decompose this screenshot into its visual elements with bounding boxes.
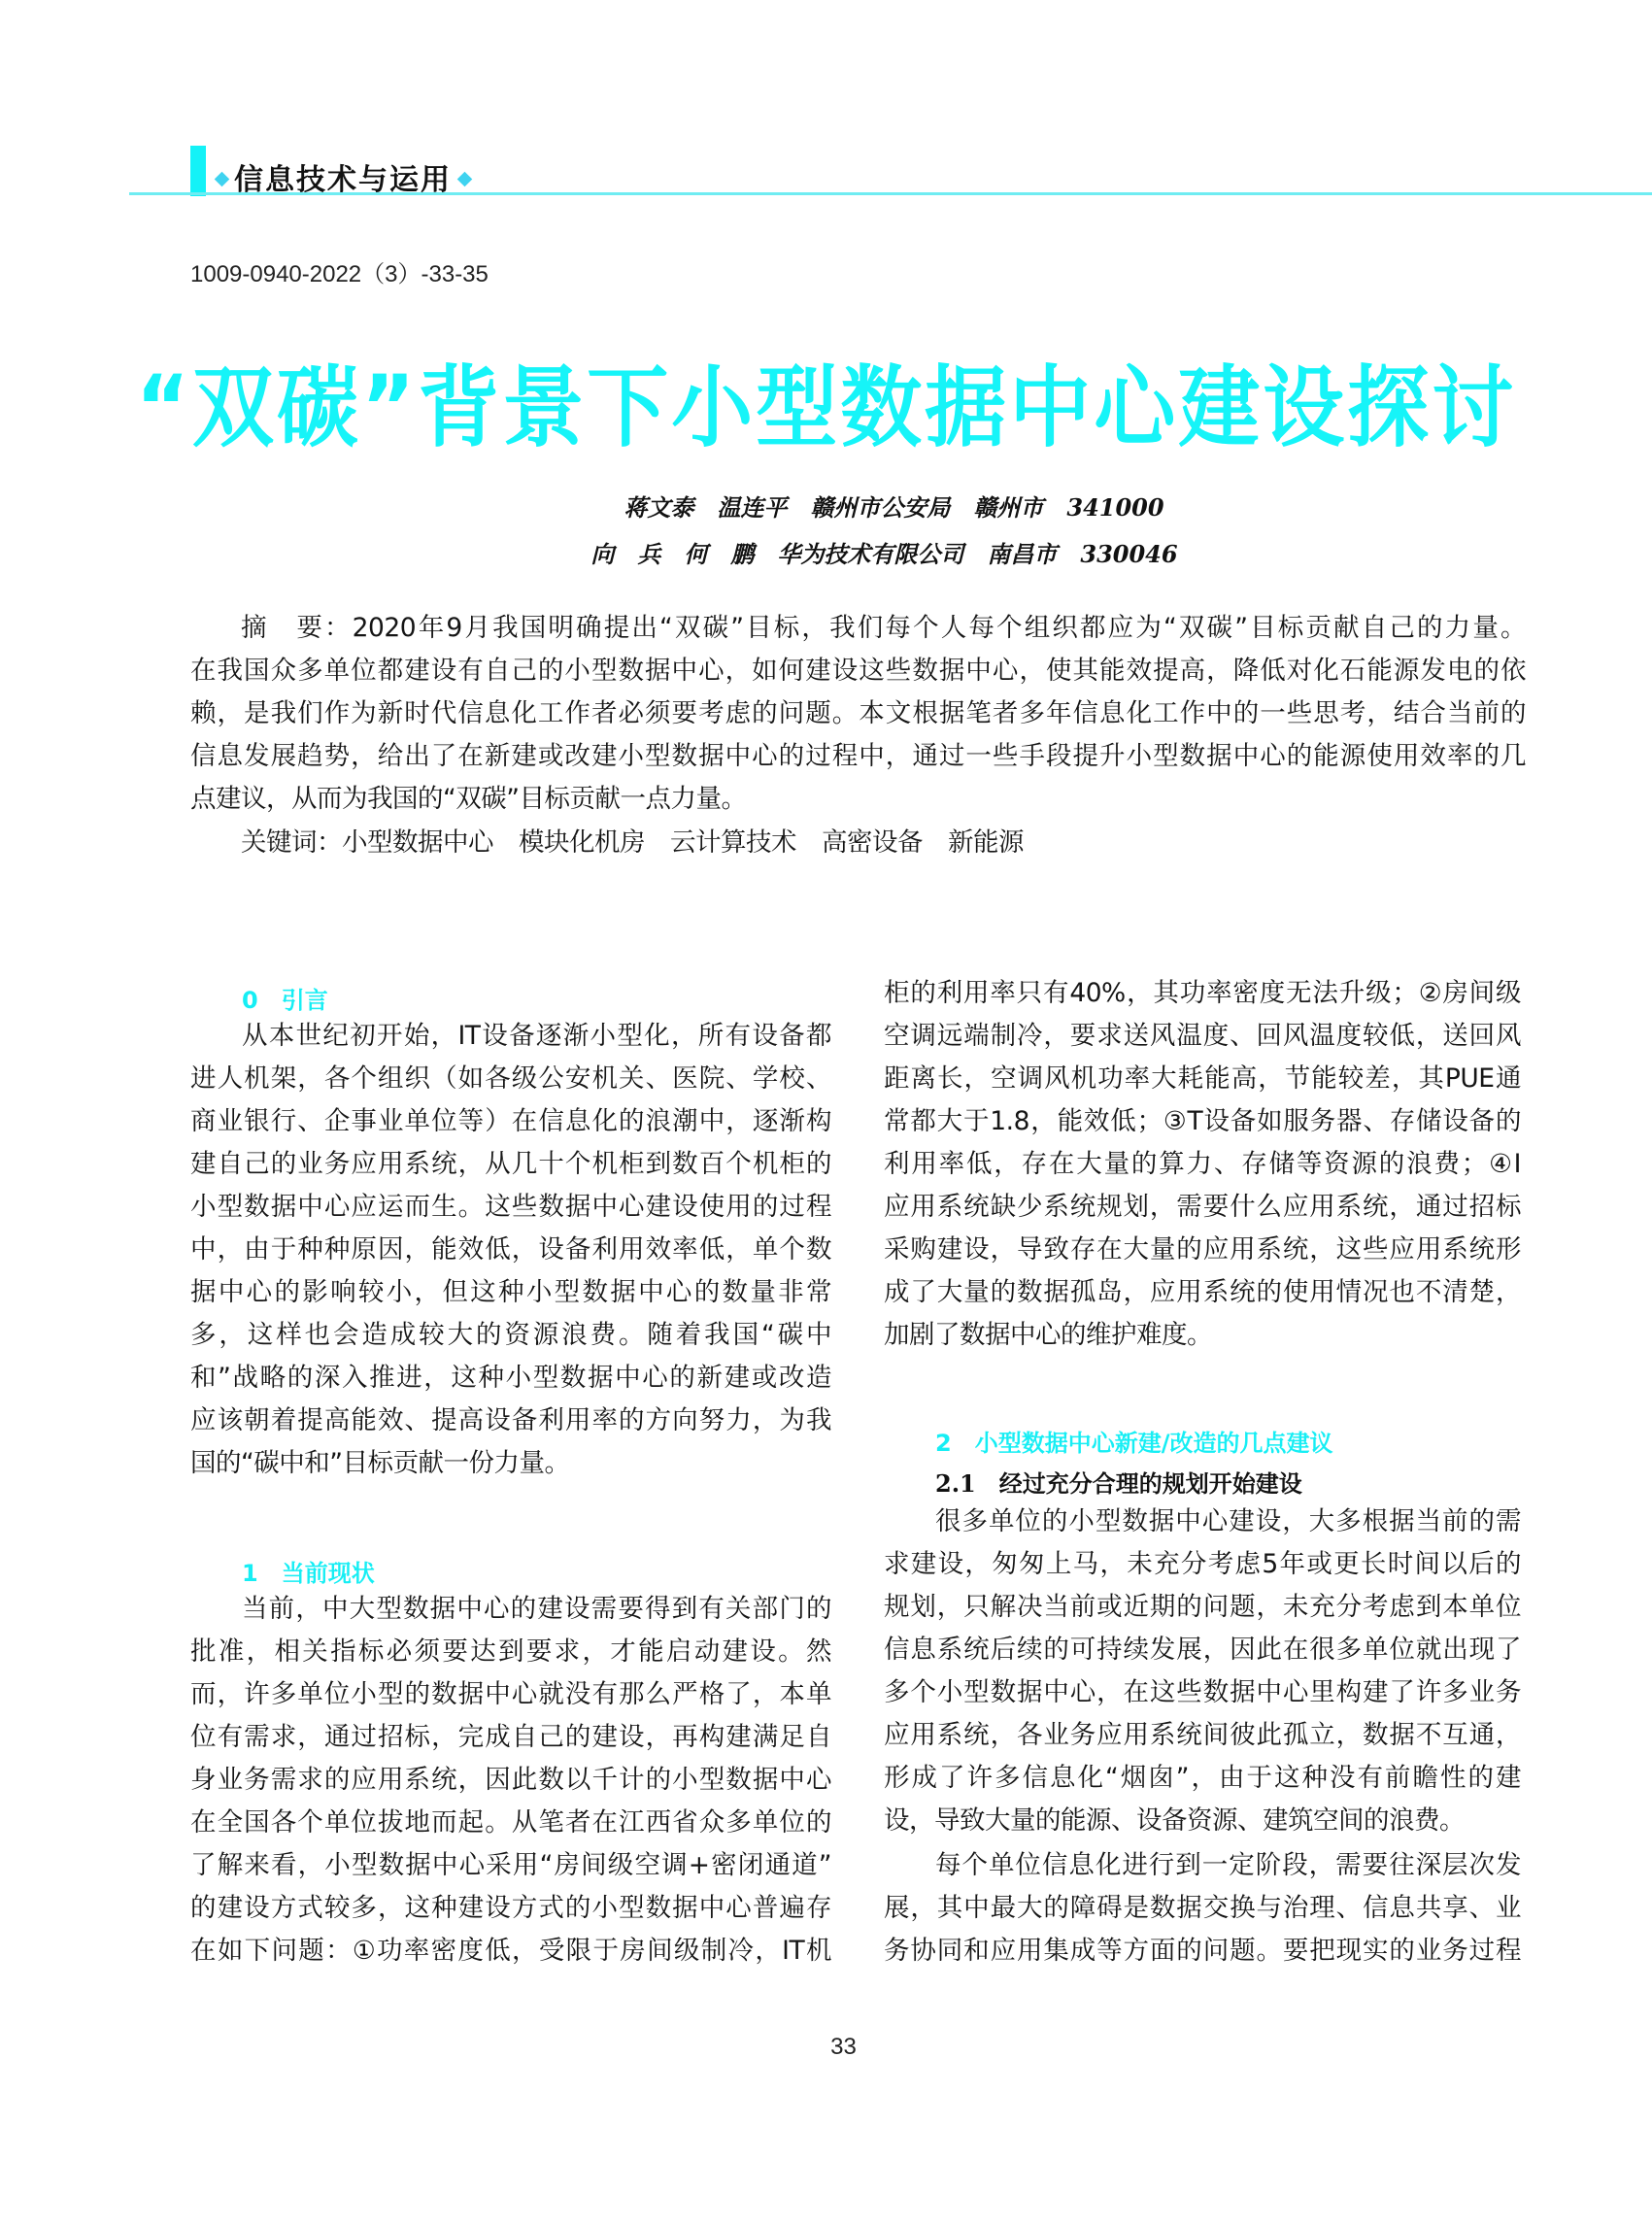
body-line: 的建设方式较多，这种建设方式的小型数据中心普遍存 [190, 1893, 831, 1923]
body-line: 建自己的业务应用系统，从几十个机柜到数百个机柜的 [190, 1149, 831, 1179]
body-line: 进人机架，各个组织（如各级公安机关、医院、学校、 [190, 1063, 831, 1094]
body-line: 成了大量的数据孤岛，应用系统的使用情况也不清楚， [884, 1277, 1521, 1307]
section-heading: 2 小型数据中心新建/改造的几点建议 [935, 1430, 1333, 1457]
abstract-label: 摘 要： [241, 613, 353, 643]
body-line: 位有需求，通过招标，完成自己的建设，再构建满足自 [190, 1722, 831, 1752]
article-number: 1009-0940-2022（3）-33-35 [190, 261, 489, 287]
subsection-heading: 2.1 经过充分合理的规划开始建设 [935, 1469, 1302, 1498]
body-line: 从本世纪初开始，IT设备逐渐小型化，所有设备都 [242, 1021, 831, 1051]
body-line: 和”战略的深入推进，这种小型数据中心的新建或改造 [190, 1363, 831, 1393]
abstract-line: 信息发展趋势，给出了在新建或改建小型数据中心的过程中，通过一些手段提升小型数据中心的能源使用效率的几 [190, 741, 1526, 771]
body-line: 空调远端制冷，要求送风温度、回风温度较低，送回风 [884, 1021, 1521, 1051]
abstract-line [241, 614, 1526, 643]
body-line: 信息系统后续的可持续发展，因此在很多单位就出现了 [884, 1635, 1521, 1665]
author-line: 向 兵 何 鹏 华为技术有限公司 南昌市 330046 [590, 540, 1178, 568]
page-number-text: 33 [830, 2034, 857, 2060]
section-heading: 1 当前现状 [242, 1560, 375, 1587]
keyword: 高密设备 [822, 827, 923, 858]
body-line: 而，许多单位小型的数据中心就没有那么严格了，本单 [190, 1679, 831, 1709]
body-line: 利用率低，存在大量的算力、存储等资源的浪费；④I [884, 1149, 1521, 1179]
abstract-text: 2020年9月我国明确提出“双碳”目标，我们每个人每个组织都应为“双碳”目标贡献自己的力量。 [352, 613, 1527, 643]
running-header [212, 155, 477, 198]
body-line: 应该朝着提高能效、提高设备利用率的方向努力，为我 [190, 1405, 831, 1435]
keyword: 云计算技术 [670, 827, 796, 858]
body-line: 身业务需求的应用系统，因此数以千计的小型数据中心 [190, 1765, 831, 1795]
body-line: 在如下问题：①功率密度低，受限于房间级制冷，IT机 [190, 1936, 831, 1966]
diamond-icon [457, 171, 473, 186]
body-line: 据中心的影响较小，但这种小型数据中心的数量非常 [190, 1277, 831, 1307]
body-line: 了解来看，小型数据中心采用“房间级空调+密闭通道” [190, 1850, 831, 1880]
body-line: 很多单位的小型数据中心建设，大多根据当前的需 [935, 1506, 1521, 1536]
body-line: 规划，只解决当前或近期的问题，未充分考虑到本单位 [884, 1592, 1521, 1622]
author-line: 蒋文泰 温连平 赣州市公安局 赣州市 341000 [624, 493, 1164, 522]
diamond-icon [215, 171, 230, 186]
body-line: 常都大于1.8，能效低；③T设备如服务器、存储设备的 [884, 1106, 1521, 1136]
body-line: 商业银行、企事业单位等）在信息化的浪潮中，逐渐构 [190, 1106, 831, 1136]
body-line: 多，这样也会造成较大的资源浪费。随着我国“碳中 [190, 1320, 831, 1350]
header-accent-bar [190, 146, 206, 196]
body-line: 当前，中大型数据中心的建设需要得到有关部门的 [242, 1594, 831, 1624]
keywords [241, 828, 1024, 858]
page-title: “双碳”背景下小型数据中心建设探讨 [135, 355, 1517, 459]
abstract-line: 点建议，从而为我国的“双碳”目标贡献一点力量。 [190, 784, 747, 814]
body-line: 采购建设，导致存在大量的应用系统，这些应用系统形 [884, 1234, 1521, 1265]
body-line: 设，导致大量的能源、设备资源、建筑空间的浪费。 [884, 1805, 1465, 1836]
body-line: 在全国各个单位拔地而起。从笔者在江西省众多单位的 [190, 1807, 831, 1838]
abstract-line: 在我国众多单位都建设有自己的小型数据中心，如何建设这些数据中心，使其能效提高，降低对化石能源发电的依 [190, 656, 1526, 686]
body-line: 柜的利用率只有40%，其功率密度无法升级；②房间级 [884, 978, 1521, 1008]
body-line: 加剧了数据中心的维护难度。 [884, 1320, 1212, 1350]
body-line: 应用系统缺少系统规划，需要什么应用系统，通过招标 [884, 1192, 1521, 1222]
body-line: 距离长，空调风机功率大耗能高，节能较差，其PUE通 [884, 1063, 1521, 1094]
keyword: 模块化机房 [519, 827, 645, 858]
body-line: 求建设，匆匆上马，未充分考虑5年或更长时间以后的 [884, 1549, 1521, 1579]
body-line: 小型数据中心应运而生。这些数据中心建设使用的过程 [190, 1192, 831, 1222]
section-label: 信息技术与运用 [234, 163, 452, 197]
body-line: 国的“碳中和”目标贡献一份力量。 [190, 1448, 570, 1478]
body-line: 展，其中最大的障碍是数据交换与治理、信息共享、业 [884, 1893, 1521, 1923]
body-line: 多个小型数据中心，在这些数据中心里构建了许多业务 [884, 1677, 1521, 1707]
body-line: 务协同和应用集成等方面的问题。要把现实的业务过程 [884, 1936, 1521, 1966]
body-line: 批准，相关指标必须要达到要求，才能启动建设。然 [190, 1636, 831, 1667]
body-line: 中，由于种种原因，能效低，设备利用效率低，单个数 [190, 1234, 831, 1265]
keywords-label: 关键词： [241, 827, 342, 858]
abstract-line: 赖，是我们作为新时代信息化工作者必须要考虑的问题。本文根据笔者多年信息化工作中的一些思考，结合当前的 [190, 698, 1526, 728]
section-heading: 0 引言 [242, 987, 328, 1014]
keyword: 小型数据中心 [342, 827, 493, 858]
keyword: 新能源 [948, 827, 1024, 858]
body-line: 每个单位信息化进行到一定阶段，需要往深层次发 [935, 1850, 1521, 1880]
body-line: 应用系统，各业务应用系统间彼此孤立，数据不互通， [884, 1720, 1521, 1750]
page-number [0, 2034, 1652, 2061]
body-line: 形成了许多信息化“烟囱”，由于这种没有前瞻性的建 [884, 1763, 1521, 1793]
